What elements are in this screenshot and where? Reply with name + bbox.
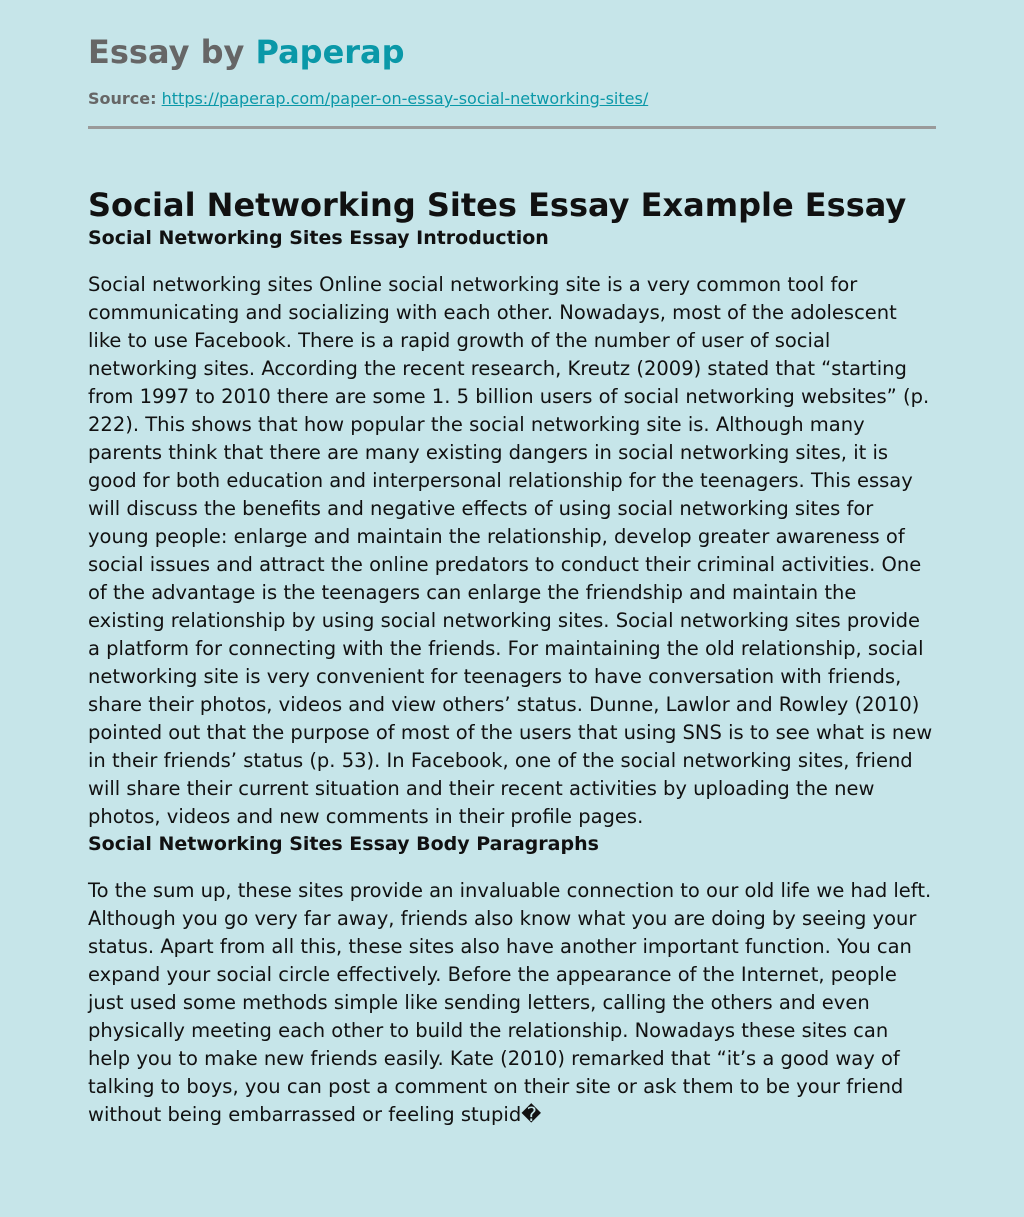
brand-accent: Paperap [255,33,405,71]
site-header [88,32,936,129]
article [88,185,936,1129]
section-heading-intro: Social Networking Sites Essay Introduction [88,227,549,249]
intro-paragraph: Social networking sites Online social networking site is a very common tool for communicating and socializing with each other. Nowadays, most of the adolescent like to use Facebook. There is a rapid growth of the number of user of social networking sites. According the recent research, Kreutz (2009) stated that “starting from 1997 to 2010 there are some 1. 5 billion users of social networking websites” (p. 222). This shows that how popular the social networking site is. Although many parents think that there are many existing dangers in social networking sites, it is good for both education and interpersonal relationship for the teenagers. This essay will discuss the benefits and negative effects of using social networking sites for young people: enlarge and maintain the relationship, develop greater awareness of social issues and attract the online predators to conduct their criminal activities. One of the advantage is the teenagers can enlarge the friendship and maintain the existing relationship by using social networking sites. Social networking sites provide a platform for connecting with the friends. For maintaining the old relationship, social networking site is very convenient for teenagers to have conversation with friends, share their photos, videos and view others’ status. Dunne, Lawlor and Rowley (2010) pointed out that the purpose of most of the users that using SNS is to see what is new in their friends’ status (p. 53). In Facebook, one of the social networking sites, friend will share their current situation and their recent activities by uploading the new photos, videos and new comments in their profile pages. [88,273,933,828]
source-label: Source: [88,89,157,108]
page-title: Social Networking Sites Essay Example Essay [88,186,907,224]
body-paragraph: To the sum up, these sites provide an invaluable connection to our old life we had left. Although you go very far away, friends also know what you are doing by seeing your status. Apart from all this, these sites also have another important function. You can expand your social circle effectively. Before the appearance of the Internet, people just used some methods simple like sending letters, calling the others and even physically meeting each other to build the relationship. Nowadays these sites can help you to make new friends easily. Kate (2010) remarked that “it’s a good way of talking to boys, you can post a comment on their site or ask them to be your friend without being embarrassed or feeling stupid� [88,879,932,1126]
header-divider [88,126,936,129]
site-brand[interactable] [88,32,936,72]
intro-section [88,225,936,831]
body-section [88,831,936,1129]
source-line [88,88,936,110]
source-link[interactable]: https://paperap.com/paper-on-essay-social-networking-sites/ [161,89,649,108]
section-heading-body: Social Networking Sites Essay Body Paragraphs [88,833,599,855]
brand-prefix: Essay by [88,33,256,71]
